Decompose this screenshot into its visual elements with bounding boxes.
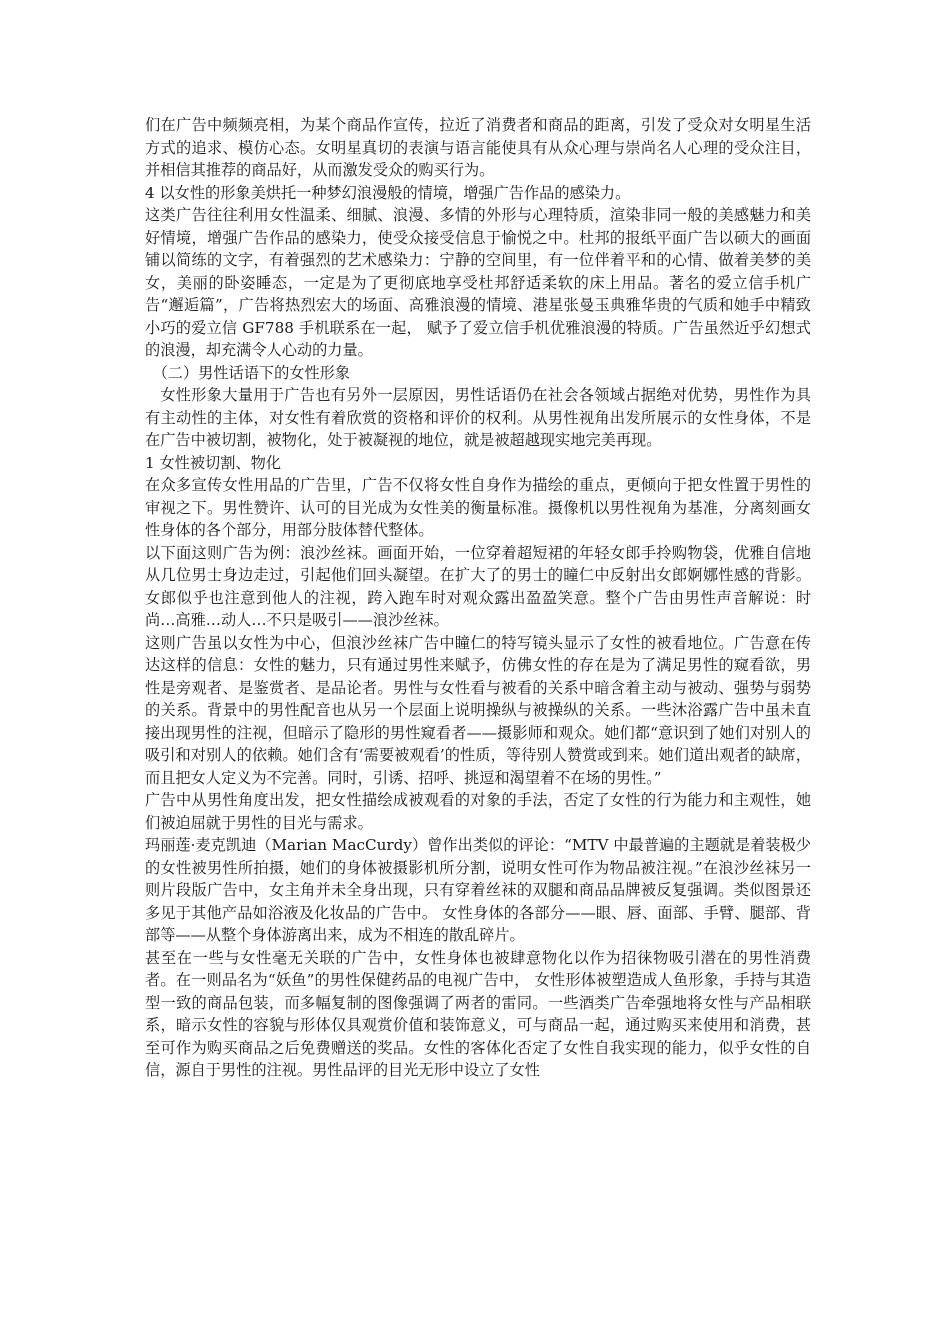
document-body [145,114,811,1082]
paragraph-continuation: 们在广告中频频亮相，为某个商品作宣传，拉近了消费者和商品的距离，引发了受众对女明星生活方式的追求、模仿心态。女明星真切的表演与语言能使具有从众心理与崇尚名人心理的受众注目，并相信其推荐的商品好，从而激发受众的购买行为。 [145,116,811,179]
paragraph-gaze-analysis: 这则广告虽以女性为中心，但浪沙丝袜广告中瞳仁的特写镜头显示了女性的被看地位。广告意在传达这样的信息：女性的魅力，只有通过男性来赋予，仿佛女性的存在是为了满足男性的窥看欲，男性是旁观者、是鉴赏者、是品论者。男性与女性看与被看的关系中暗含着主动与被动、强势与弱势的关系。背景中的男性配音也从另一个层面上说明操纵与被操纵的关系。一些沐浴露广告中虽未直接出现男性的注视，但暗示了隐形的男性窥看者——摄影师和观众。她们都“意识到了她们对别人的吸引和对别人的依赖。她们含有‘需要被观看’的性质，等待别人赞赏或到来。她们道出观者的缺席，而且把女人定义为不完善。同时，引诱、招呼、挑逗和渴望着不在场的男性。” [145,633,811,787]
paragraph-maccurdy: 玛丽莲·麦克凯迪（Marian MacCurdy）曾作出类似的评论：“MTV 中最普遍的主题就是着装极少的女性被男性所拍摄，她们的身体被摄影机所分割，说明女性可作为物品被注视。”在浪沙丝袜另一则片段版广告中，女主角并未全身出现，只有穿着丝袜的双腿和商品品牌被反复强调。类似图景还多见于其他产品如浴液及化妆品的广告中。 女性身体的各部分——眼、唇、面部、手臂、腿部、背部等——从整个身体游离出来，成为不相连的散乱碎片。 [145,836,811,944]
paragraph-objectification: 甚至在一些与女性毫无关联的广告中，女性身体也被肆意物化以作为招徕物吸引潜在的男性消费者。在一则品名为“妖鱼”的男性保健药品的电视广告中， 女性形体被塑造成人鱼形象，手持与其造型一致的商品包装，而多幅复制的图像强调了两者的雷同。一些酒类广告牵强地将女性与产品相联系，暗示女性的容貌与形体仅具观赏价值和装饰意义，可与商品一起，通过购买来使用和消费，甚至可作为购买商品之后免费赠送的奖品。女性的客体化否定了女性自我实现的能力，似乎女性的自信，源自于男性的注视。男性品评的目光无形中设立了女性 [145,948,811,1079]
section-heading-4: 4 以女性的形象美烘托一种梦幻浪漫般的情境，增强广告作品的感染力。 [145,183,631,202]
paragraph-dupont-ericsson: 这类广告往往利用女性温柔、细腻、浪漫、多情的外形与心理特质，渲染非同一般的美感魅力和美好情境，增强广告作品的感染力，使受众接受信息于愉悦之中。杜邦的报纸平面广告以硕大的画面铺以简练的文字，有着强烈的艺术感染力：宁静的空间里，有一位伴着平和的心情、做着美梦的美女，美丽的卧姿睡态，一定是为了更彻底地享受杜邦舒适柔软的床上用品。著名的爱立信手机广告“邂逅篇”，广告将热烈宏大的场面、高雅浪漫的情境、港星张曼玉典雅华贵的气质和她手中精致小巧的爱立信 GF788 手机联系在一起， 赋予了爱立信手机优雅浪漫的特质。广告虽然近乎幻想式的浪漫，却充满令人心动的力量。 [145,206,811,359]
paragraph-langsha-example: 以下面这则广告为例：浪沙丝袜。画面开始，一位穿着超短裙的年轻女郎手拎购物袋，优雅自信地从几位男士身边走过，引起他们回头凝望。在扩大了的男士的瞳仁中反射出女郎婀娜性感的背影。女郎似乎也注意到他人的注视，跨入跑车时对观众露出盈盈笑意。整个广告由男性声音解说：时尚…高雅…动人…不只是吸引——浪沙丝袜。 [145,543,811,629]
section-heading-male-discourse: （二）男性话语下的女性形象 [152,363,351,382]
paragraph-female-products: 在众多宣传女性用品的广告里，广告不仅将女性自身作为描绘的重点，更倾向于把女性置于男性的审视之下。男性赞许、认可的目光成为女性美的衡量标准。摄像机以男性视角为基准，分离刻画女性身体的各个部分，用部分肢体替代整体。 [145,476,811,539]
paragraph-male-discourse: 女性形象大量用于广告也有另外一层原因，男性话语仍在社会各领域占据绝对优势，男性作为具有主动性的主体，对女性有着欣赏的资格和评价的权利。从男性视角出发所展示的女性身体，不是在广告中被切割，被物化，处于被凝视的地位，就是被超越现实地完美再现。 [145,386,811,449]
section-heading-1: 1 女性被切割、物化 [145,453,281,472]
paragraph-male-perspective: 广告中从男性角度出发，把女性描绘成被观看的对象的手法，否定了女性的行为能力和主观性，她们被迫屈就于男性的目光与需求。 [145,791,811,832]
